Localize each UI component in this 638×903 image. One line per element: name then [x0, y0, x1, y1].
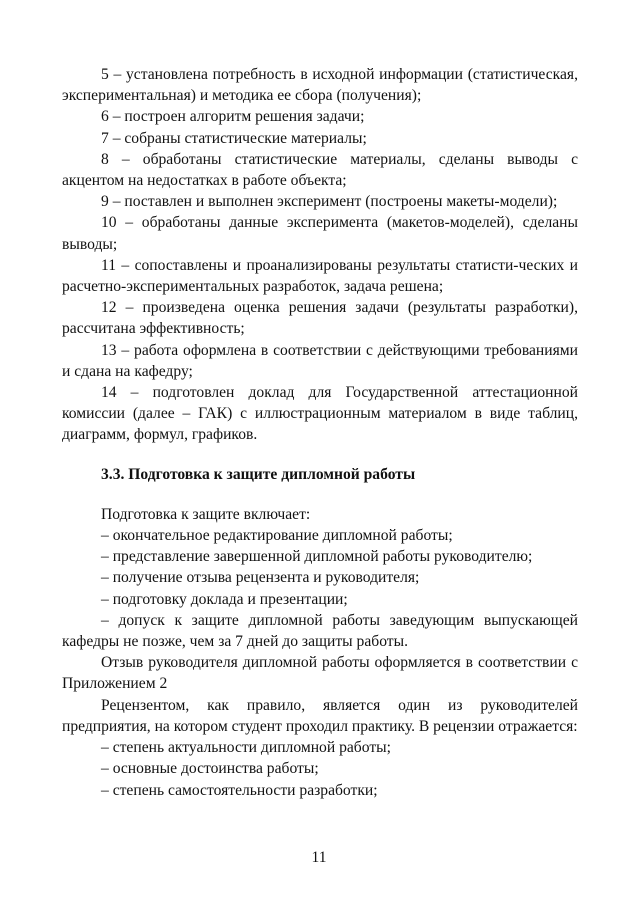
- review-item-relevance: – степень актуальности дипломной работы;: [101, 739, 391, 757]
- prep-item-submission: – представление завершенной дипломной работы руководителю;: [101, 548, 533, 566]
- list-item-8: 8 – обработаны статистические материалы, сделаны выводы с акцентом на недостатках в работе объекта;: [62, 150, 578, 190]
- prep-item-editing: – окончательное редактирование дипломной работы;: [101, 527, 453, 545]
- list-item-10: 10 – обработаны данные эксперимента (макетов-моделей), сделаны выводы;: [62, 214, 578, 253]
- list-item-13: 13 – работа оформлена в соответствии с действующими требованиями и сдана на кафедру;: [62, 341, 578, 380]
- review-item-merits: – основные достоинства работы;: [101, 760, 319, 778]
- list-item-5: 5 – установлена потребность в исходной информации (статистическая, экспериментальная) и методика ее сбора (получения);: [62, 66, 578, 105]
- reviewer-paragraph: Рецензентом, как правило, является один из руководителей предприятия, на котором студент проходил практику. В рецензии отражается:: [62, 696, 578, 735]
- section-heading: 3.3. Подготовка к защите дипломной работы: [101, 465, 416, 483]
- list-item-9: 9 – поставлен и выполнен эксперимент (построены макеты-модели);: [101, 193, 558, 211]
- prep-item-presentation: – подготовку доклада и презентации;: [101, 590, 348, 608]
- document-page: [62, 64, 578, 801]
- supervisor-review-paragraph: Отзыв руководителя дипломной работы оформляется в соответствии с Приложением 2: [62, 654, 578, 693]
- page-number: 11: [311, 849, 327, 866]
- list-item-12: 12 – произведена оценка решения задачи (результаты разработки), рассчитана эффективность;: [62, 299, 578, 338]
- prep-intro: Подготовка к защите включает:: [101, 505, 311, 523]
- list-item-6: 6 – построен алгоритм решения задачи;: [101, 108, 365, 126]
- list-item-14: 14 – подготовлен доклад для Государственной аттестационной комиссии (далее – ГАК) с иллюстрационным материалом в виде таблиц, диаграмм, формул, графиков.: [62, 384, 578, 444]
- prep-item-review: – получение отзыва рецензента и руководителя;: [101, 569, 420, 587]
- list-item-11: 11 – сопоставлены и проанализированы результаты статисти-ческих и расчетно-экспериментальных разработок, задача решена;: [62, 256, 578, 296]
- review-item-independence: – степень самостоятельности разработки;: [101, 781, 378, 799]
- list-item-7: 7 – собраны статистические материалы;: [101, 129, 367, 147]
- prep-item-admission: – допуск к защите дипломной работы заведующим выпускающей кафедры не позже, чем за 7 дней до защиты работы.: [62, 611, 578, 651]
